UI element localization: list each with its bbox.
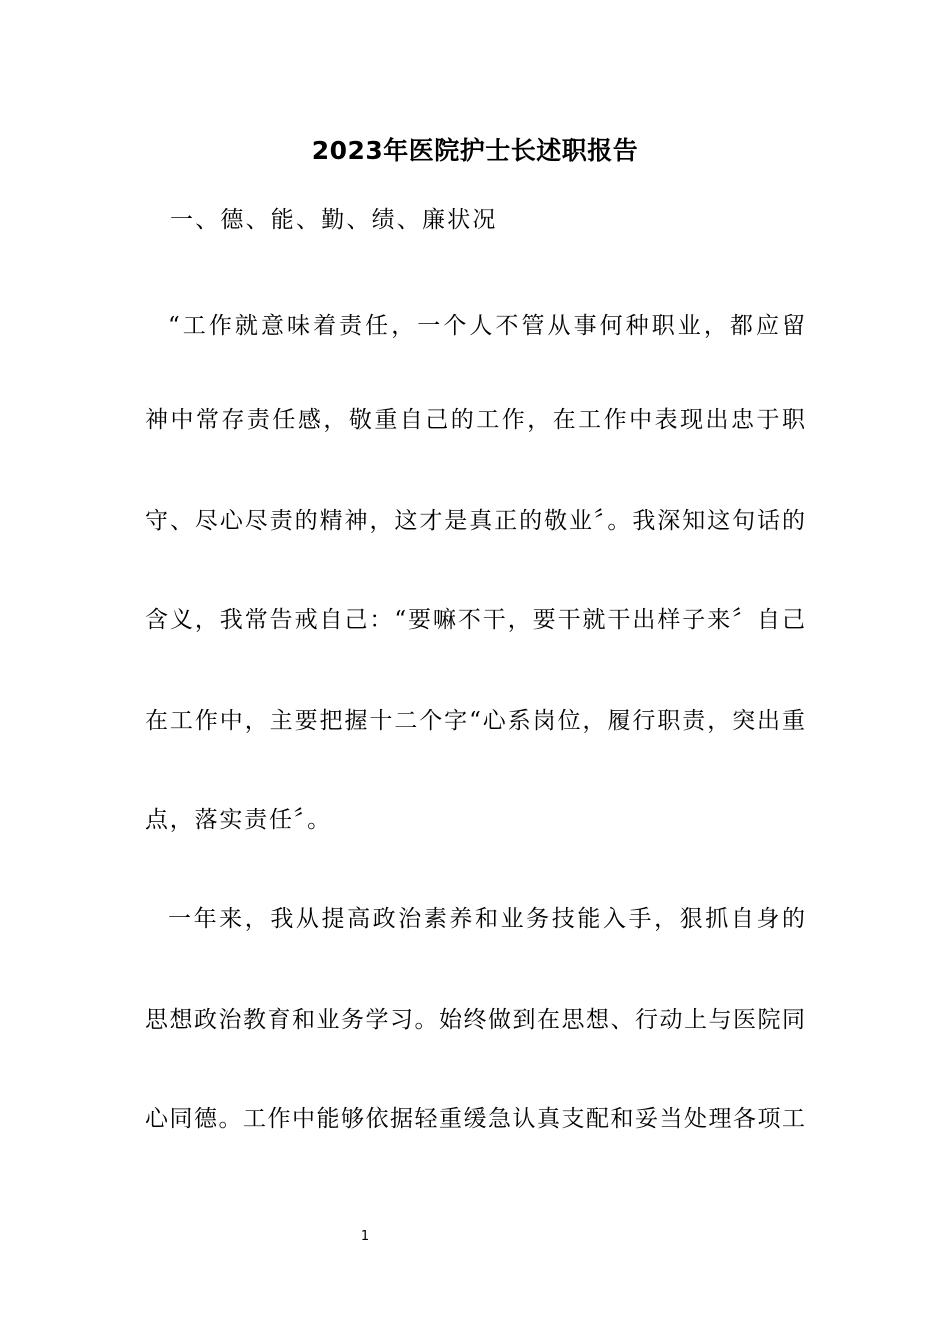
paragraph-2-line-1: 一年来，我从提高政治素养和业务技能入手，狠抓自身的 bbox=[168, 906, 805, 932]
paragraph-1-line-4: 含义，我常告戒自己：“要嘛不干，要干就干出样子来〞自己 bbox=[145, 607, 805, 633]
paragraph-2-line-3: 心同德。工作中能够依据轻重缓急认真支配和妥当处理各项工 bbox=[145, 1106, 805, 1132]
paragraph-1-line-6: 点，落实责任〞。 bbox=[145, 807, 332, 833]
page-number: 1 bbox=[360, 1229, 370, 1244]
paragraph-1-line-5: 在工作中，主要把握十二个字“心系岗位，履行职责，突出重 bbox=[145, 708, 805, 734]
paragraph-2-line-2: 思想政治教育和业务学习。始终做到在思想、行动上与医院同 bbox=[145, 1007, 805, 1033]
paragraph-1-line-2: 神中常存责任感，敬重自己的工作，在工作中表现出忠于职 bbox=[145, 407, 805, 433]
paragraph-1-line-3: 守、尽心尽责的精神，这才是真正的敬业〞。我深知这句话的 bbox=[145, 508, 805, 534]
paragraph-1-line-1: “工作就意味着责任，一个人不管从事何种职业，都应留 bbox=[168, 313, 805, 339]
document-title: 2023年医院护士长述职报告 bbox=[311, 136, 639, 165]
section-heading: 一、德、能、勤、绩、廉状况 bbox=[170, 207, 498, 233]
